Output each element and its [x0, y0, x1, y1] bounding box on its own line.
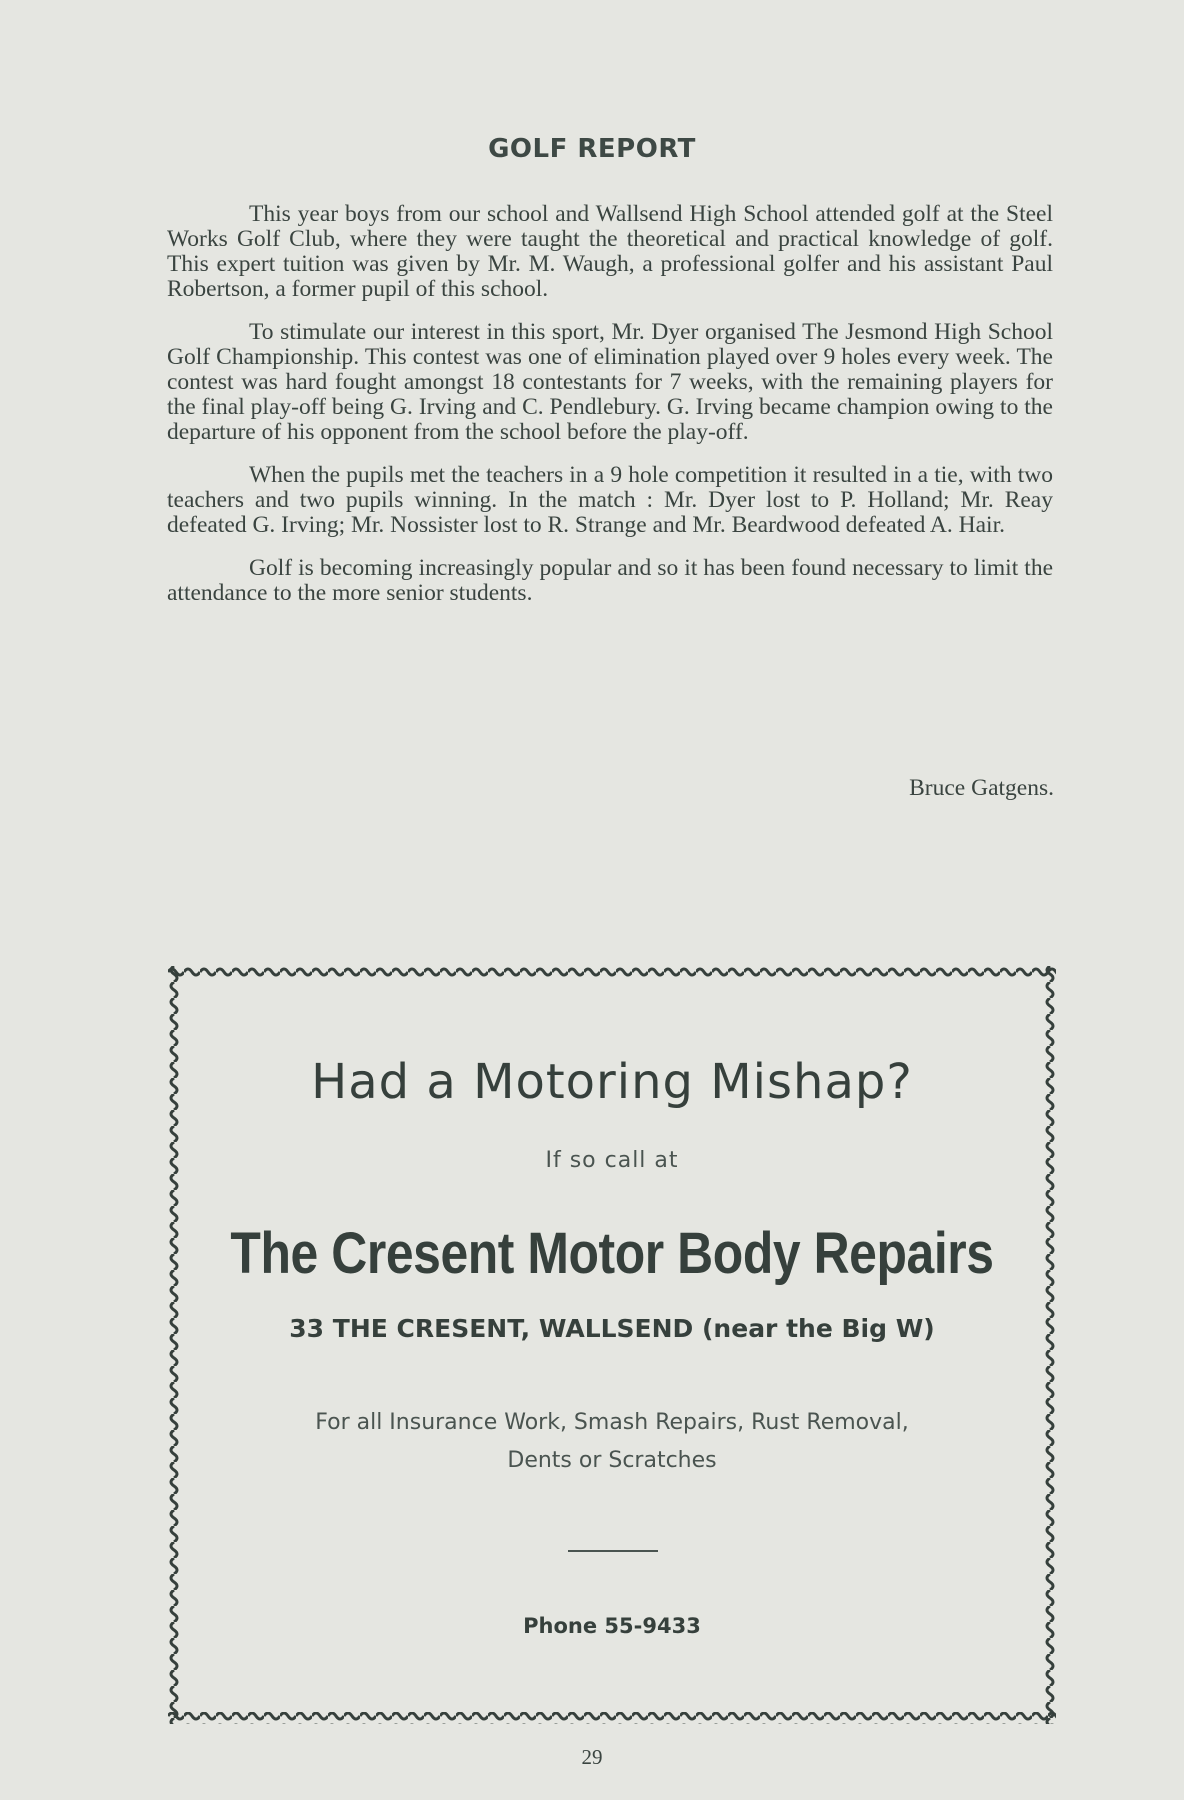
ad-headline: Had a Motoring Mishap? — [311, 1054, 913, 1110]
ad-address: 33 THE CRESENT, WALLSEND (near the Big W) — [289, 1314, 935, 1343]
ad-services-line: Dents or Scratches — [507, 1448, 717, 1473]
report-paragraph: This year boys from our school and Wallsend High School attended golf at the Steel Works Golf Club, where they were taught the theoretical and practical knowledge of golf. This expert tuition was given by Mr. M. Waugh, a professional golfer and his assistant Paul Robertson, a former pupil of this school. — [167, 201, 1053, 302]
page-number: 29 — [581, 1745, 603, 1769]
ad-phone: Phone 55-9433 — [523, 1614, 701, 1638]
report-title: GOLF REPORT — [488, 134, 696, 164]
ad-divider — [568, 1550, 658, 1552]
report-paragraph: To stimulate our interest in this sport, Mr. Dyer organised The Jesmond High School Golf Championship. This contest was one of elimination played over 9 holes every week. The contest was hard fought amongst 18 contestants for 7 weeks, with the remaining players for the final play-off being G. Irving and C. Pendlebury. G. Irving became champion owing to the departure of his opponent from the school before the play-off. — [167, 319, 1053, 445]
ad-company-name: The Cresent Motor Body Repairs — [230, 1221, 994, 1286]
report-paragraph: Golf is becoming increasingly popular and so it has been found necessary to limit the attendance to the more senior students. — [167, 555, 1053, 606]
advertisement-content — [168, 966, 1056, 1724]
report-paragraph: When the pupils met the teachers in a 9 hole competition it resulted in a tie, with two teachers and two pupils winning. In the match : Mr. Dyer lost to P. Holland; Mr. Reay defeated G. Irving; Mr. Nossister lost to R. Strange and Mr. Beardwood defeated A. Hair. — [167, 462, 1053, 538]
report-body — [167, 202, 1053, 624]
ad-services — [228, 1404, 996, 1480]
ad-services-line: For all Insurance Work, Smash Repairs, Rust Removal, — [315, 1410, 909, 1435]
advertisement-box — [168, 966, 1056, 1724]
report-signature: Bruce Gatgens. — [909, 775, 1054, 801]
ad-call-line: If so call at — [545, 1148, 679, 1173]
